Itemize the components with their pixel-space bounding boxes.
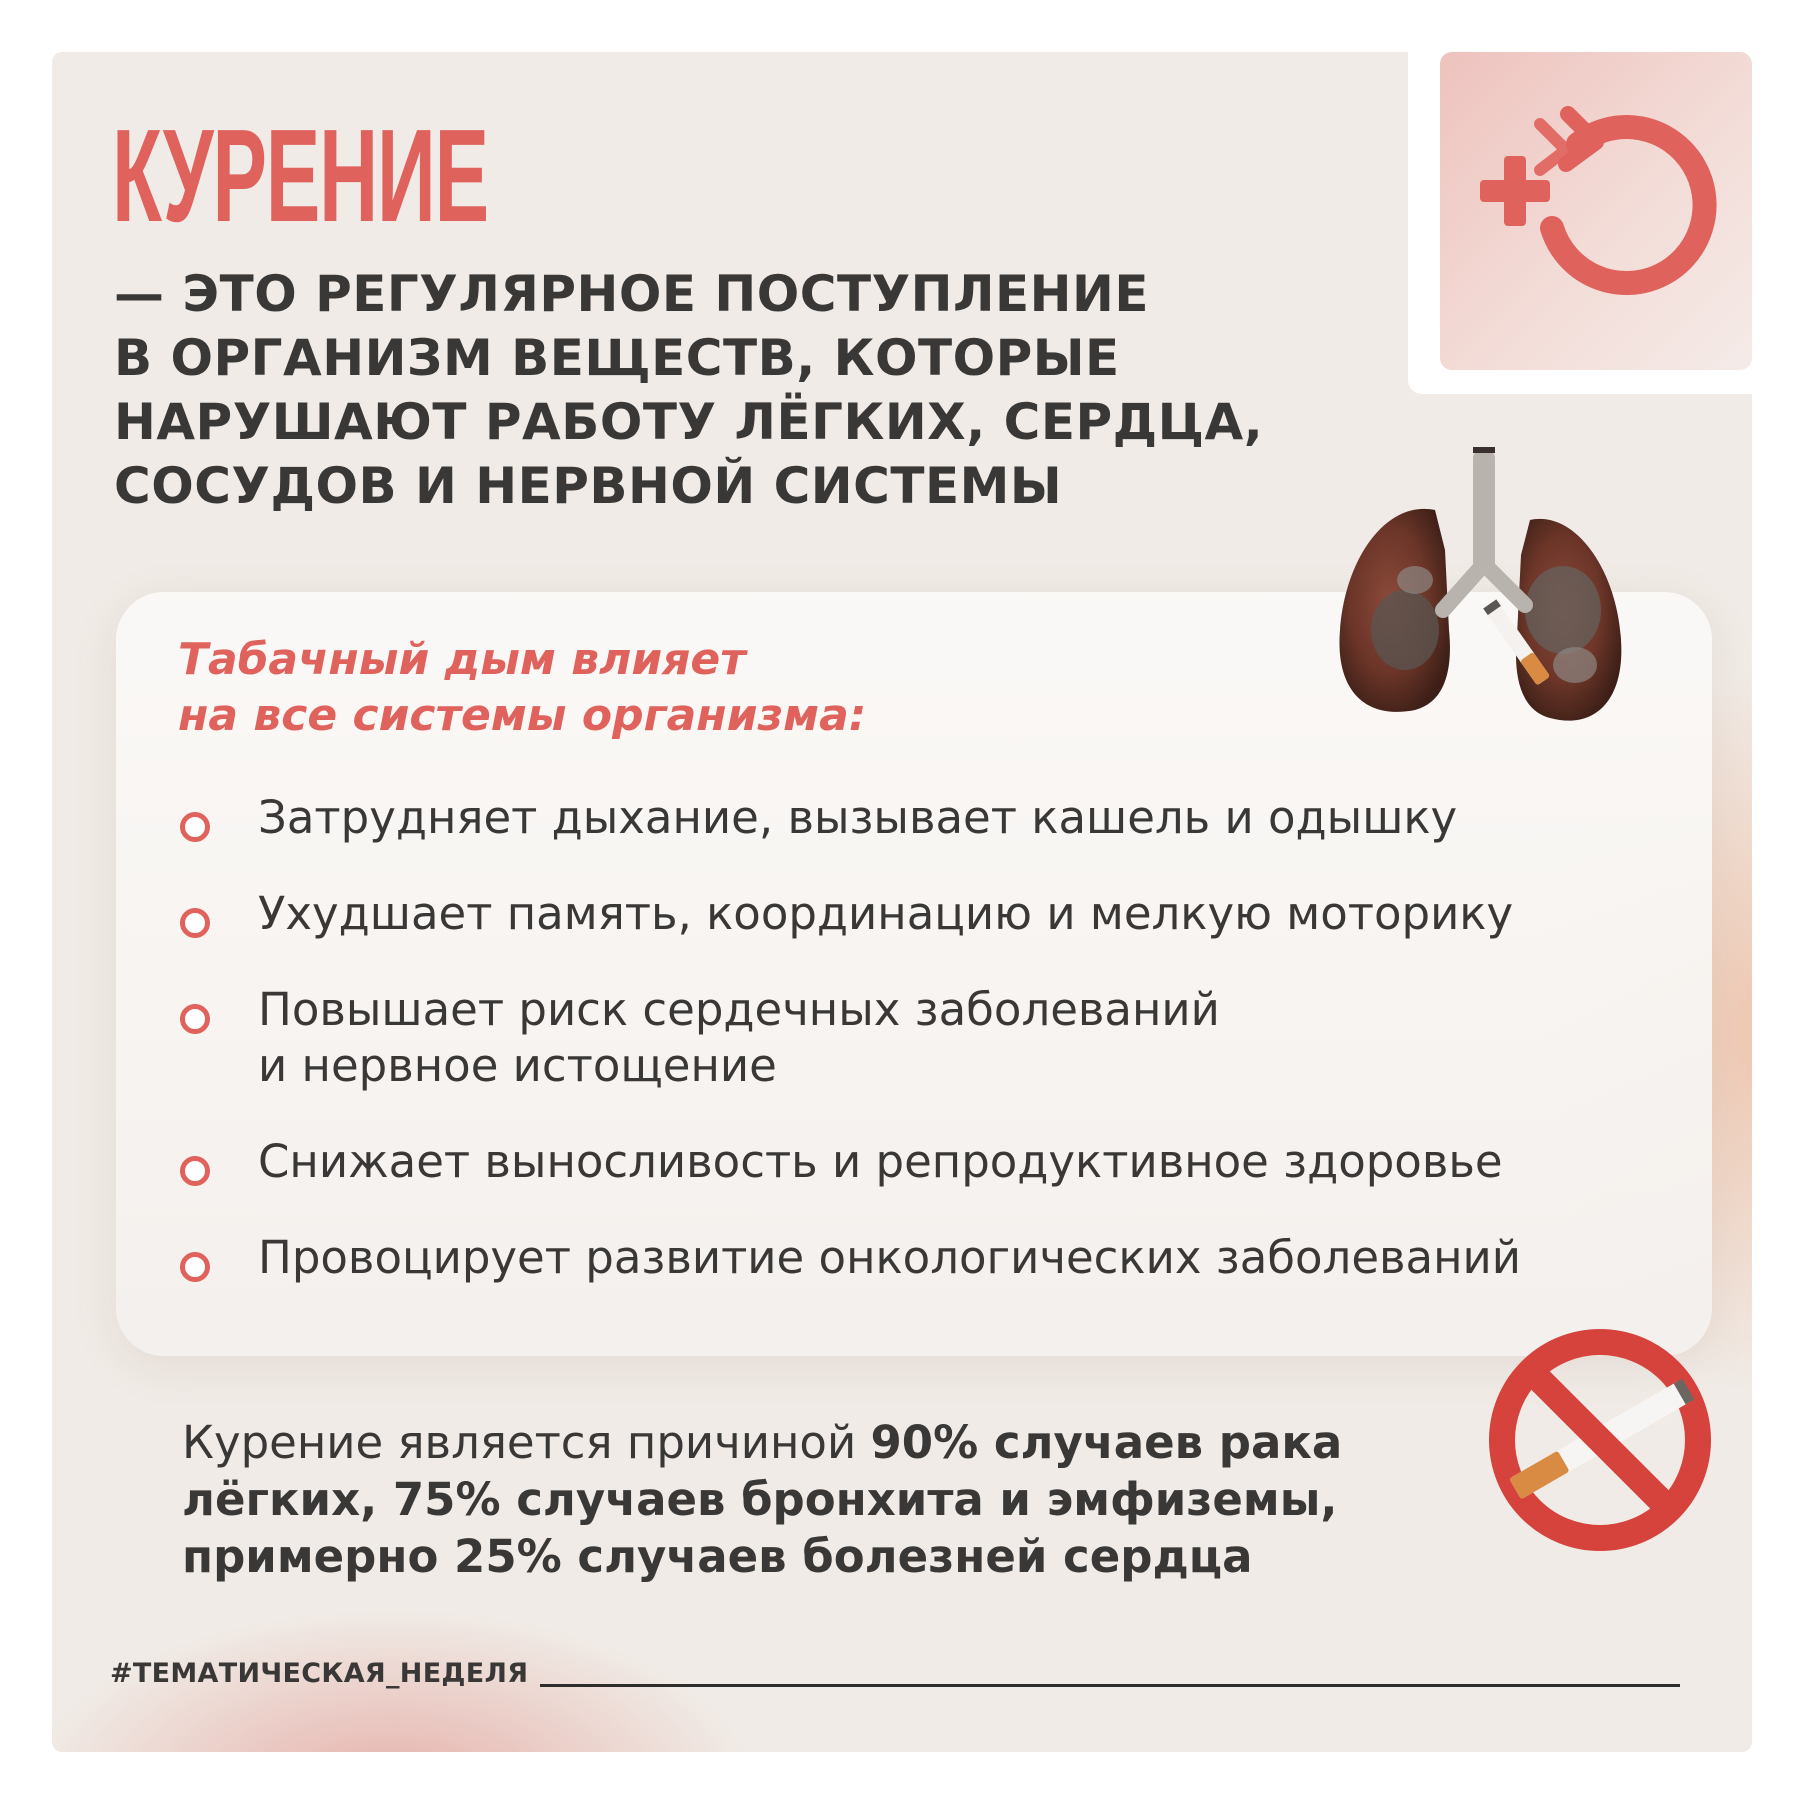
list-item: [180, 790, 1457, 846]
effect-text: Ухудшает память, координацию и мелкую моторику: [258, 887, 1514, 940]
circle-bullet-icon: [180, 1252, 210, 1282]
panel-subtitle: [178, 632, 866, 744]
fact-bold: 90% случаев рака: [870, 1416, 1343, 1469]
subtitle-line: на все системы организма:: [178, 690, 867, 741]
smoked-lungs-icon: [1325, 440, 1645, 760]
fact-text: [182, 1414, 1422, 1585]
effect-text: Повышает риск сердечных заболеваний: [258, 983, 1220, 1036]
effect-text: Затрудняет дыхание, вызывает кашель и одышку: [258, 791, 1458, 844]
list-item: [180, 1230, 1521, 1286]
fact-line: [182, 1414, 1422, 1471]
subtitle-line: Табачный дым влияет: [178, 634, 746, 685]
definition-line: В ОРГАНИЗМ ВЕЩЕСТВ, КОТОРЫЕ: [114, 329, 1120, 387]
page-title: КУРЕНИЕ: [112, 102, 488, 249]
circle-bullet-icon: [180, 1004, 210, 1034]
no-smoking-icon: [1480, 1320, 1720, 1560]
list-item: [180, 886, 1513, 942]
definition-text: [114, 262, 1414, 518]
effect-text: Провоцирует развитие онкологических заболеваний: [258, 1231, 1522, 1284]
plus-refresh-logo-icon: [1440, 52, 1752, 370]
hashtag-divider: [540, 1684, 1680, 1687]
effect-text: и нервное истощение: [258, 1039, 777, 1092]
definition-line: — ЭТО РЕГУЛЯРНОЕ ПОСТУПЛЕНИЕ: [114, 265, 1149, 323]
circle-bullet-icon: [180, 908, 210, 938]
list-item: [180, 1134, 1503, 1190]
definition-line: НАРУШАЮТ РАБОТУ ЛЁГКИХ, СЕРДЦА,: [114, 393, 1264, 451]
fact-bold: примерно 25% случаев болезней сердца: [182, 1530, 1253, 1583]
fact-line: [182, 1528, 1422, 1585]
fact-line: [182, 1471, 1422, 1528]
hashtag: #ТЕМАТИЧЕСКАЯ_НЕДЕЛЯ: [110, 1658, 529, 1689]
fact-bold: лёгких, 75% случаев бронхита и эмфиземы,: [182, 1473, 1338, 1526]
circle-bullet-icon: [180, 1156, 210, 1186]
logo-tile: [1440, 52, 1752, 370]
fact-regular: Курение является причиной: [182, 1416, 871, 1469]
definition-line: СОСУДОВ И НЕРВНОЙ СИСТЕМЫ: [114, 457, 1063, 515]
circle-bullet-icon: [180, 812, 210, 842]
effect-text: Снижает выносливость и репродуктивное здоровье: [258, 1135, 1503, 1188]
list-item: [180, 982, 1220, 1094]
